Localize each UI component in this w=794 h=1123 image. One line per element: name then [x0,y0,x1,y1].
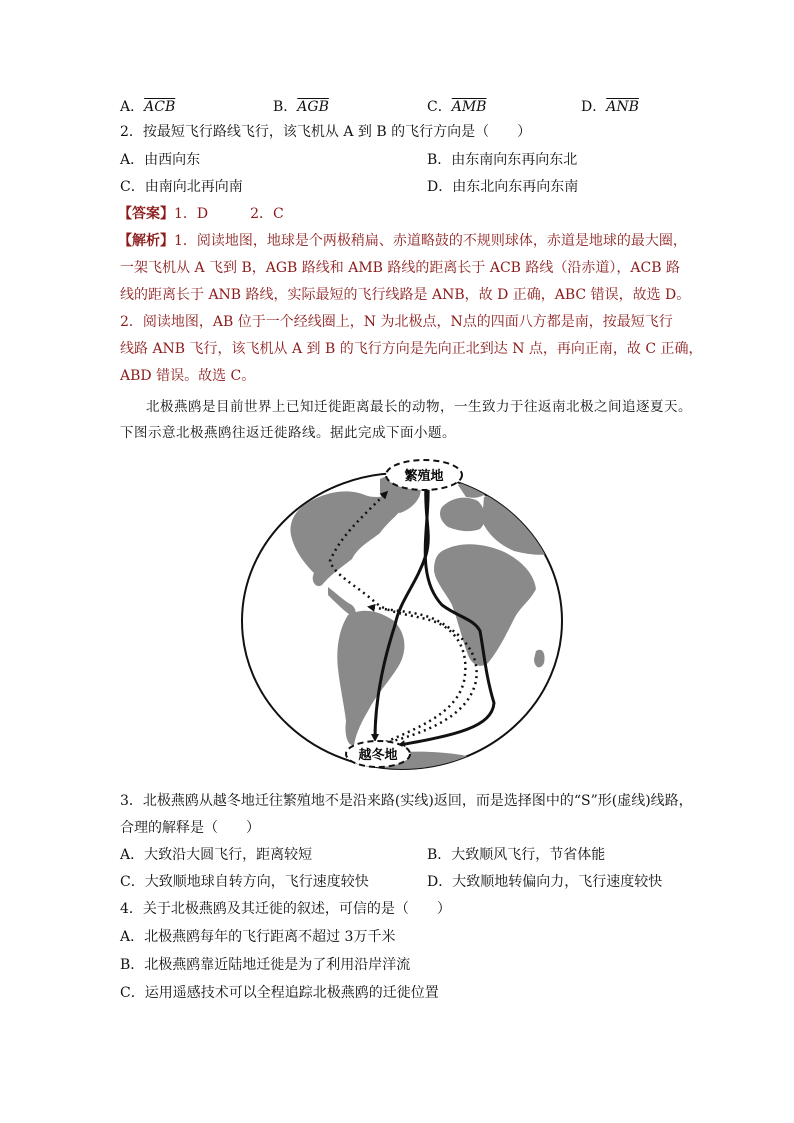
q1-option-d-letter: D． [581,99,607,115]
q2-option-a: A．由西向东 [120,152,201,168]
q3-option-a: A．大致沿大圆飞行，距离较短 [120,847,313,863]
breeding-ground-label: 繁殖地 [404,469,444,484]
analysis-line-5: 线路 ANB 飞行，该飞机从 A 到 B 的飞行方向是先向正北到达 N 点，再向正南，故 C 正确， [120,341,703,357]
q1-option-b-letter: B． [273,99,298,115]
q3-stem-line-1: 3．北极燕鸥从越冬地迁往繁殖地不是沿来路(实线)返回，而是选择图中的“S”形(虚线)线路， [120,793,693,809]
analysis-line-4: 2．阅读地图，AB 位于一个经线圈上，N 为北极点，N点的四面八方都是南，按最短飞行 [120,314,673,330]
answer-text: 1．D 2．C [174,206,284,222]
q1-option-b-arc: $\overline{AGB}$ [297,99,329,115]
analysis-line-6: ABD 错误。故选 C。 [120,368,256,384]
q1-option-a-arc: $\overline{ACB}$ [144,99,176,115]
analysis-line-3: 线的距离长于 ANB 路线，实际最短的飞行线路是 ANB，故 D 正确，ABC 错误，故选 D。 [120,287,691,303]
q4-option-c: C．运用遥感技术可以全程追踪北极燕鸥的迁徙位置 [120,985,439,1001]
analysis-text-1: 1．阅读地图，地球是个两极稍扁、赤道略鼓的不规则球体，赤道是地球的最大圈， [174,233,687,249]
q1-option-c-arc: $\overline{AMB}$ [451,99,487,115]
q3-option-b: B．大致顺风飞行，节省体能 [427,847,606,863]
q1-option-d-arc: $\overline{ANB}$ [606,99,639,115]
q3-option-d: D．大致顺地转偏向力，飞行速度较快 [427,874,663,890]
migration-map [230,455,580,775]
q1-option-c-letter: C． [427,99,452,115]
wintering-ground-label: 越冬地 [358,748,398,763]
q2-stem: 2．按最短飞行路线飞行，该飞机从 A 到 B 的飞行方向是（ ） [120,124,532,140]
answer-label: 【答案】 [118,206,174,222]
q2-option-b: B．由东南向东再向东北 [427,152,578,168]
q4-option-a: A．北极燕鸥每年的飞行距离不超过 3万千米 [120,929,396,945]
analysis-label: 【解析】 [118,233,174,249]
q4-stem: 4．关于北极燕鸥及其迁徙的叙述，可信的是（ ） [120,901,451,917]
analysis-line-2: 一架飞机从 A 飞到 B，AGB 路线和 AMB 路线的距离长于 ACB 路线（沿赤道），ACB 路 [120,260,680,276]
q4-option-b: B．北极燕鸥靠近陆地迁徙是为了利用沿岸洋流 [120,957,411,973]
intro-line-2: 下图示意北极燕鸥往返迁徙路线。据此完成下面小题。 [120,425,456,441]
q1-option-c [427,96,486,116]
analysis-line-1 [118,232,687,250]
q1-option-d [581,96,639,116]
q3-stem-line-2: 合理的解释是（ ） [120,820,260,836]
q2-option-c: C．由南向北再向南 [120,179,243,195]
q1-option-a [120,96,175,116]
q1-option-a-letter: A． [120,99,145,115]
q1-option-b [273,96,329,116]
q2-option-d: D．由东北向东再向东南 [427,179,579,195]
intro-line-1: 北极燕鸥是目前世界上已知迁徙距离最长的动物，一生致力于往返南北极之间追逐夏天。 [146,399,692,415]
answer-line [118,205,284,223]
q3-option-c: C．大致顺地球自转方向，飞行速度较快 [120,874,369,890]
